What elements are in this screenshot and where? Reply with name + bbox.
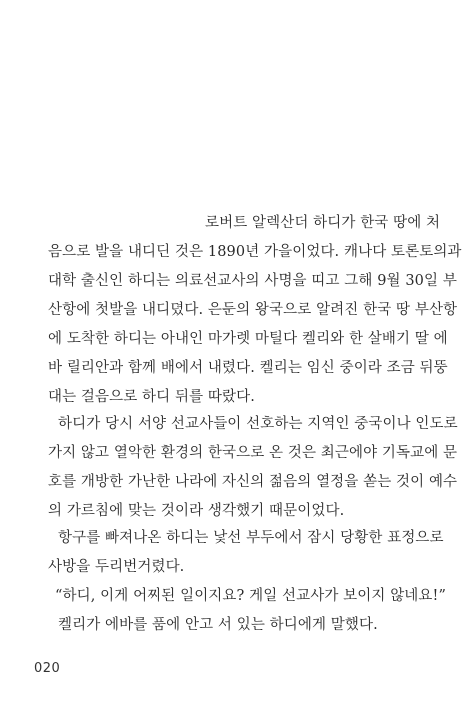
text-line-9: 가지 않고 열악한 환경의 한국으로 온 것은 최근에야 기독교에 문 [48, 445, 458, 461]
text-line-5: 에 도착한 하디는 아내인 마가렛 마틸다 켈리와 한 살배기 딸 에 [48, 331, 448, 347]
text-line-10: 호를 개방한 가난한 나라에 자신의 젊음의 열정을 쏟는 것이 예수 [48, 474, 458, 490]
text-line-7: 대는 걸음으로 하디 뒤를 따랐다. [48, 389, 255, 405]
text-line-8: 하디가 당시 서양 선교사들이 선호하는 지역인 중국이나 인도로 [58, 416, 458, 432]
text-line-14: “하디, 이게 어찌된 일이지요? 게일 선교사가 보이지 않네요!” [55, 588, 446, 604]
text-line-2: 음으로 발을 내디딘 것은 1890년 가을이었다. 캐나다 토론토의과 [48, 244, 462, 260]
text-line-6: 바 릴리안과 함께 배에서 내렸다. 켈리는 임신 중이라 조금 뒤뚱 [48, 360, 448, 376]
text-line-12: 항구를 빠져나온 하디는 낯선 부두에서 잠시 당황한 표정으로 [58, 530, 444, 546]
page-number: 020 [34, 661, 61, 676]
text-line-13: 사방을 두리번거렸다. [48, 559, 185, 575]
text-line-11: 의 가르침에 맞는 것이라 생각했기 때문이었다. [48, 503, 345, 519]
text-line-15: 켈리가 에바를 품에 안고 서 있는 하디에게 말했다. [58, 617, 378, 633]
text-line-4: 산항에 첫발을 내디뎠다. 은둔의 왕국으로 알려진 한국 땅 부산항 [48, 302, 458, 318]
text-line-3: 대학 출신인 하디는 의료선교사의 사명을 띠고 그해 9월 30일 부 [48, 273, 457, 289]
text-line-1: 로버트 알렉산더 하디가 한국 땅에 처 [205, 215, 441, 231]
